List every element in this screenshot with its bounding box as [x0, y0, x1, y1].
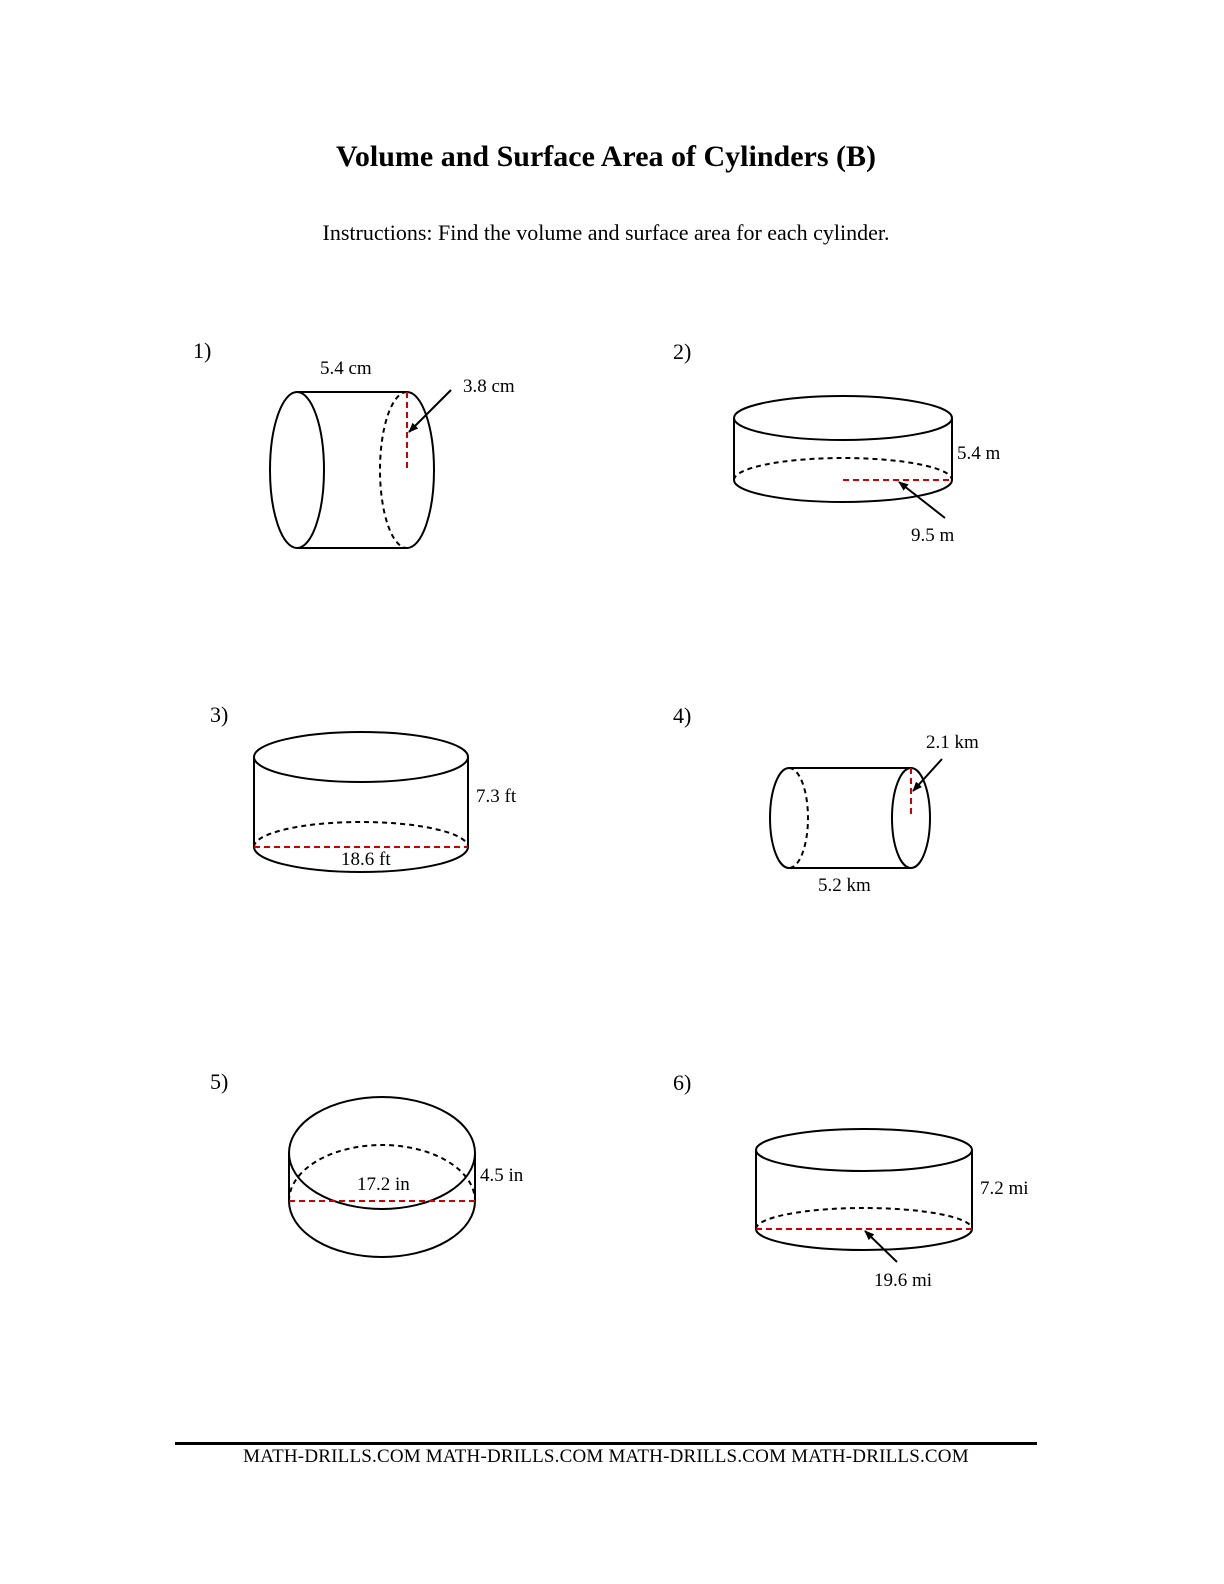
worksheet-title: Volume and Surface Area of Cylinders (B) [336, 140, 876, 173]
problem-4-number: 4) [673, 703, 692, 728]
cylinder-6-height-label: 7.2 mi [980, 1178, 1029, 1199]
cylinder-4-length-label: 5.2 km [818, 875, 871, 896]
cylinder-3-diameter-label: 18.6 ft [341, 849, 391, 870]
cylinder-1-figure [270, 390, 451, 548]
cylinder-1-length-label: 5.4 cm [320, 358, 372, 379]
cylinder-6-figure [756, 1129, 972, 1262]
problem-1-number: 1) [193, 338, 212, 363]
cylinder-2-figure [734, 396, 952, 518]
cylinder-2-radius-label: 9.5 m [911, 525, 955, 546]
footer-rule [175, 1442, 1037, 1445]
cylinder-3-height-label: 7.3 ft [476, 786, 517, 807]
problem-2-number: 2) [673, 339, 692, 364]
problem-5-number: 5) [210, 1069, 229, 1094]
cylinder-2-height-label: 5.4 m [957, 443, 1001, 464]
problem-6-number: 6) [673, 1070, 692, 1095]
instructions: Instructions: Find the volume and surface area for each cylinder. [322, 220, 890, 245]
cylinder-1-radius-label: 3.8 cm [463, 376, 515, 397]
problem-3-number: 3) [210, 702, 229, 727]
cylinder-4-radius-label: 2.1 km [926, 732, 979, 753]
cylinder-5-diameter-label: 17.2 in [357, 1174, 410, 1195]
footer-text: MATH-DRILLS.COM MATH-DRILLS.COM MATH-DRILLS.COM MATH-DRILLS.COM [243, 1446, 969, 1467]
cylinder-6-radius-label: 19.6 mi [874, 1270, 933, 1291]
cylinder-4-figure [770, 759, 942, 868]
cylinder-5-height-label: 4.5 in [480, 1165, 524, 1186]
